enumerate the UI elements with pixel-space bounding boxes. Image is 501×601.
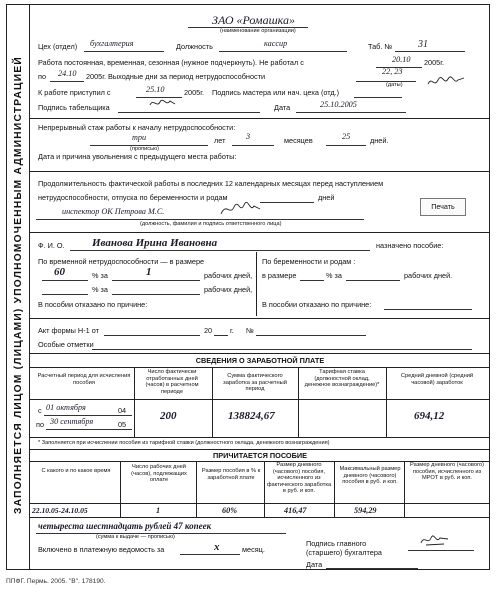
date-value-1: 25.10.2005 <box>320 100 357 109</box>
sidebar-label: ЗАПОЛНЯЕТСЯ ЛИЦОМ (ЛИЦАМИ) УПОЛНОМОЧЕННЫМ АДМИНИСТРАЦИЕЙ <box>13 56 24 514</box>
work-days-label: рабочих дней, <box>204 271 253 280</box>
inspector-signature <box>218 200 262 220</box>
absent-from: 20.10 <box>392 55 411 64</box>
salary-sum: 138824,67 <box>228 410 275 422</box>
weekend-days: 22, 23 <box>382 67 403 76</box>
period-to-prefix: по <box>36 420 45 429</box>
payable-days: 1 <box>156 506 161 515</box>
period-from-prefix: с <box>38 406 42 415</box>
dates-caption: (даты) <box>386 82 403 88</box>
total-date-label: Дата <box>306 560 323 569</box>
print-footer: ППФГ. Пермь. 2005. "В". 178190. <box>6 578 106 585</box>
period-to-year: 05 <box>118 420 127 429</box>
payable-header-days: Число рабочих дней (часов), подлежащих оплате <box>131 464 187 484</box>
stazh-months: 3 <box>246 132 251 141</box>
stazh-years-label: лет <box>214 136 226 145</box>
year-suffix-1: 2005г. <box>424 58 445 67</box>
duration-line1: Продолжительность фактической работы в последних 12 календарных месяцах перед наступлением <box>38 179 384 188</box>
inspector-value: инспектор ОК Петрова М.С. <box>62 207 165 216</box>
absent-to: 24.10 <box>58 69 77 78</box>
fio-label: Ф. И. О. <box>38 241 65 250</box>
salary-header-period: Расчетный период для исчисления пособия <box>37 373 131 386</box>
po-label: по <box>38 72 47 81</box>
stazh-years: три <box>132 133 147 142</box>
temp-days: 1 <box>146 266 152 278</box>
act-number-label: № <box>246 326 254 335</box>
fio-value: Иванова Ирина Ивановна <box>92 237 218 249</box>
shop-label: Цех (отдел) <box>38 42 78 51</box>
salary-title: СВЕДЕНИЯ О ЗАРАБОТНОЙ ПЛАТЕ <box>195 356 325 365</box>
ved-suffix: месяц. <box>242 545 265 554</box>
payable-header-period: С какого и по какое время <box>41 468 111 474</box>
timekeeper-label: Подпись табельщика <box>38 103 110 112</box>
org-name: ЗАО «Ромашка» <box>212 13 295 27</box>
org-caption: (наименование организации) <box>220 28 296 34</box>
payable-header-max: Максимальный размер дневного (часового) пособия в руб. и коп. <box>339 466 401 486</box>
stazh-days: 25 <box>342 132 351 141</box>
start-label: К работе приступил с <box>38 88 111 97</box>
payable-actual: 416,47 <box>284 506 307 515</box>
start-year: 2005г. <box>184 88 205 97</box>
inspector-caption: (должность, фамилия и подпись ответственного лица) <box>140 221 282 227</box>
chief-label: Подпись главного (старшего) бухгалтера <box>306 539 382 558</box>
payable-title: ПРИЧИТАЕТСЯ ПОСОБИЕ <box>213 451 307 460</box>
fio-suffix: назначено пособие: <box>376 241 444 250</box>
denied-label-left: В пособии отказано по причине: <box>38 300 148 309</box>
total-words: четыреста шестнадцать рублей 47 копеек <box>38 521 212 531</box>
payable-percent: 60% <box>222 506 238 515</box>
denied-label-right: В пособии отказано по причине: <box>262 300 372 309</box>
percent-for-label: % за <box>92 271 108 280</box>
position-label: Должность <box>176 42 213 51</box>
ved-label: Включено в платежную ведомость за <box>38 545 165 554</box>
notes-label: Особые отметки <box>38 340 94 349</box>
timekeeper-signature <box>148 96 178 110</box>
salary-header-rate: Тарифная ставка (должностной оклад, денежное вознаграждение)* <box>304 369 380 389</box>
chief-signature <box>418 532 452 548</box>
date-label-1: Дата <box>274 103 291 112</box>
tab-value: 31 <box>418 39 428 50</box>
master-signature <box>426 74 466 90</box>
stazh-months-label: месяцев <box>284 136 313 145</box>
act-year-suffix: г. <box>230 326 234 335</box>
percent-for-label-2: % за <box>92 285 108 294</box>
payable-period: 22.10.05-24.10.05 <box>32 506 88 515</box>
salary-avg: 694,12 <box>414 410 445 422</box>
temp-disability-label: По временной нетрудоспособности — в размере <box>38 257 205 266</box>
work-days-label-2: рабочих дней, <box>204 285 253 294</box>
weekend-text: 2005г. Выходные дни за период нетрудоспособности <box>86 72 266 81</box>
salary-header-sum: Сумма фактического заработка за расчетный период <box>223 373 287 393</box>
temp-percent: 60 <box>54 266 65 278</box>
stazh-years-caption: (прописью) <box>130 146 160 152</box>
dismissal-label: Дата и причина увольнения с предыдущего места работы: <box>38 152 237 161</box>
salary-header-days: Число фактически отработанных дней (часов) в расчетном периоде <box>145 369 199 395</box>
salary-days: 200 <box>160 410 177 422</box>
act-year: 20 <box>204 326 213 335</box>
start-value: 25.10 <box>146 85 165 94</box>
maternity-percent-label: % за <box>326 271 342 280</box>
payable-header-actual: Размер дневного (часового) пособия, исчисленного из фактического заработка в руб. и коп. <box>266 462 332 495</box>
salary-header-avg: Средний дневной (средний часовой) заработок <box>400 373 474 386</box>
maternity-days-label: рабочих дней. <box>404 271 453 280</box>
stamp-box: Печать <box>420 198 466 216</box>
period-from-year: 04 <box>118 406 127 415</box>
period-from: 01 октября <box>46 403 86 412</box>
duration-line2: нетрудоспособности, отпуска по беременности и родам <box>38 193 228 202</box>
payable-header-percent: Размер пособия в % к заработной плате <box>201 468 261 481</box>
stazh-days-label: дней. <box>370 136 389 145</box>
position-value: кассир <box>264 39 288 48</box>
period-to: 30 сентября <box>50 417 94 426</box>
stazh-label: Непрерывный стаж работы к началу нетрудоспособности: <box>38 123 236 132</box>
master-sign-label: Подпись мастера или нач. цеха (отд.) <box>212 88 340 97</box>
work-type-text: Работа постоянная, временная, сезонная (нужное подчеркнуть). Не работал с <box>38 58 304 67</box>
total-caption: (сумма к выдаче — прописью) <box>96 534 175 540</box>
ved-value: х <box>214 541 220 553</box>
maternity-size-label: в размере <box>262 271 297 280</box>
payable-max: 594,29 <box>354 506 377 515</box>
payable-header-mrot: Размер дневного (часового) пособия, исчисленного из МРОТ в руб. и коп. <box>410 462 484 482</box>
shop-value: бухгалтерия <box>90 39 134 48</box>
salary-footnote: * Заполняется при исчислении пособия из тарифной ставки (должностного оклада, денежного вознаграждения) <box>38 440 330 446</box>
maternity-label: По беременности и родам : <box>262 257 356 266</box>
tab-label: Таб. № <box>368 42 393 51</box>
duration-days-label: дней <box>318 193 335 202</box>
act-label: Акт формы Н-1 от <box>38 326 99 335</box>
